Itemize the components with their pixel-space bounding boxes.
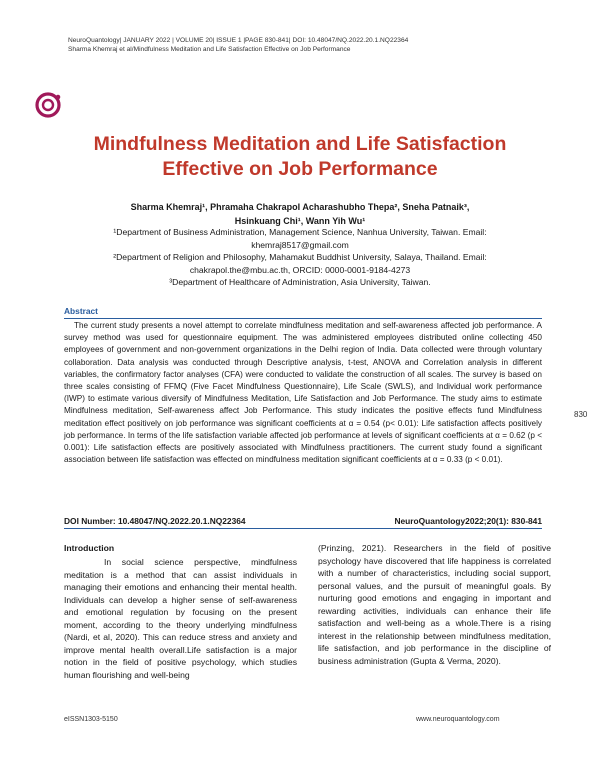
affiliation-1 — [60, 226, 540, 251]
affiliation-3 — [60, 276, 540, 289]
intro-paragraph-right: (Prinzing, 2021). Researchers in the field of positive psychology have discovered that life happiness is correlated with a number of characteristics, including social support, personal values, and the pursuit of meaningful goals. By nurturing good emotions and engaging in important and rewarding activities, individuals can enhance their life satisfaction and well-being as a whole.There is a rising interest in the relationship between mindfulness meditation, life satisfaction, and job performance in the discipline of business administration (Gupta & Verma, 2020). — [318, 543, 551, 666]
affiliation-email[interactable]: khemraj8517@gmail.com — [251, 239, 349, 250]
doi-line — [64, 515, 542, 529]
affiliation-2 — [60, 251, 540, 276]
section-heading-introduction: Introduction — [64, 543, 115, 553]
paper-title-line: Effective on Job Performance — [162, 158, 438, 180]
doi-number[interactable]: DOI Number: 10.48047/NQ.2022.20.1.NQ22364 — [64, 516, 246, 526]
footer-issn: eISSN1303-5150 — [64, 716, 118, 723]
citation-info: NeuroQuantology2022;20(1): 830-841 — [394, 516, 542, 526]
abstract-heading: Abstract — [64, 304, 542, 319]
intro-paragraph-left: In social science perspective, mindfulness meditation is a method that can assist individuals in managing their emotions and enhancing their mental health. Individuals can develop a higher sense of self-awareness and emotional regulation by focusing on the present moment, according to the theory underlying mindfulness (Nardi, et al, 2020). This can reduce stress and anxiety and improve mental health overall.Life satisfaction is a major notion in the field of positive psychology, which studies human flourishing and well-being — [64, 557, 297, 680]
affiliation-line: ¹Department of Business Administration, Management Science, Nanhua University, Taiwan. Email: — [113, 227, 487, 237]
author-line: Hsinkuang Chi¹, Wann Yih Wu¹ — [234, 216, 366, 226]
page-number: 830 — [574, 410, 588, 419]
paper-title-line: Mindfulness Meditation and Life Satisfaction — [93, 133, 507, 155]
running-title: Sharma Khemraj et al/Mindfulness Meditation and Life Satisfaction Effective on Job Performance — [68, 46, 351, 53]
journal-logo-icon — [34, 90, 64, 120]
author-list — [70, 200, 530, 228]
footer-website-link[interactable]: www.neuroquantology.com — [416, 716, 500, 723]
author-line: Sharma Khemraj¹, Phramaha Chakrapol Acharashubho Thepa², Sneha Patnaik³, — [130, 202, 470, 212]
paper-title — [40, 132, 560, 182]
abstract-text: The current study presents a novel attempt to correlate mindfulness meditation and self-awareness affected job performance. A survey method was used for questionnaire equipment. The was administered employees distributed online collecting 450 employees of government and non-government organizations in the Delhi region of India. Data collected were through voluntary collaboration. Data analysis was conducted through Descriptive analysis, t-test, ANOVA and Correlation analysis in different variables, the confirmatory factor analyses (CFA) were conducted to validate the construction of all scales. The survey is based on three scales consisting of FFMQ (Five Facet Mindfulness Questionnaire), Life Scale (SWLS), and Individual work performance (IWP) to estimate various diversify of Mindfulness Meditation, Life Satisfaction and Job Performance. The study aims to estimate Mindfulness meditation, Self-awareness affect Job Performance. This study indicates the positive effects fund Mindfulness meditation effect positively on job performance was significant coefficients at α = 0.54 (p< 0.01): Life satisfaction affects positively job performance. In terms of the life satisfaction variable affected job performance at levels of significant coefficients at α = 0.62 (p < 0.001): Life satisfaction effects are positively associated with Mindfulness practitioners. The current study found a significant association between life satisfaction was effected on mindfulness meditation significant coefficients at α = 0.33 (p < 0.01). — [64, 321, 542, 465]
affiliation-line: ³Department of Healthcare of Administration, Asia University, Taiwan. — [169, 277, 431, 287]
journal-header-line: NeuroQuantology| JANUARY 2022 | VOLUME 20| ISSUE 1 |PAGE 830-841| DOI: 10.48047/NQ.2022.20.1.NQ22364 — [68, 37, 409, 44]
affiliation-email[interactable]: chakrapol.the@mbu.ac.th, ORCID: 0000-0001-9184-4273 — [189, 264, 411, 275]
affiliation-line: ²Department of Religion and Philosophy, Mahamakut Buddhist University, Salaya, Thailand. Email: — [113, 252, 487, 262]
